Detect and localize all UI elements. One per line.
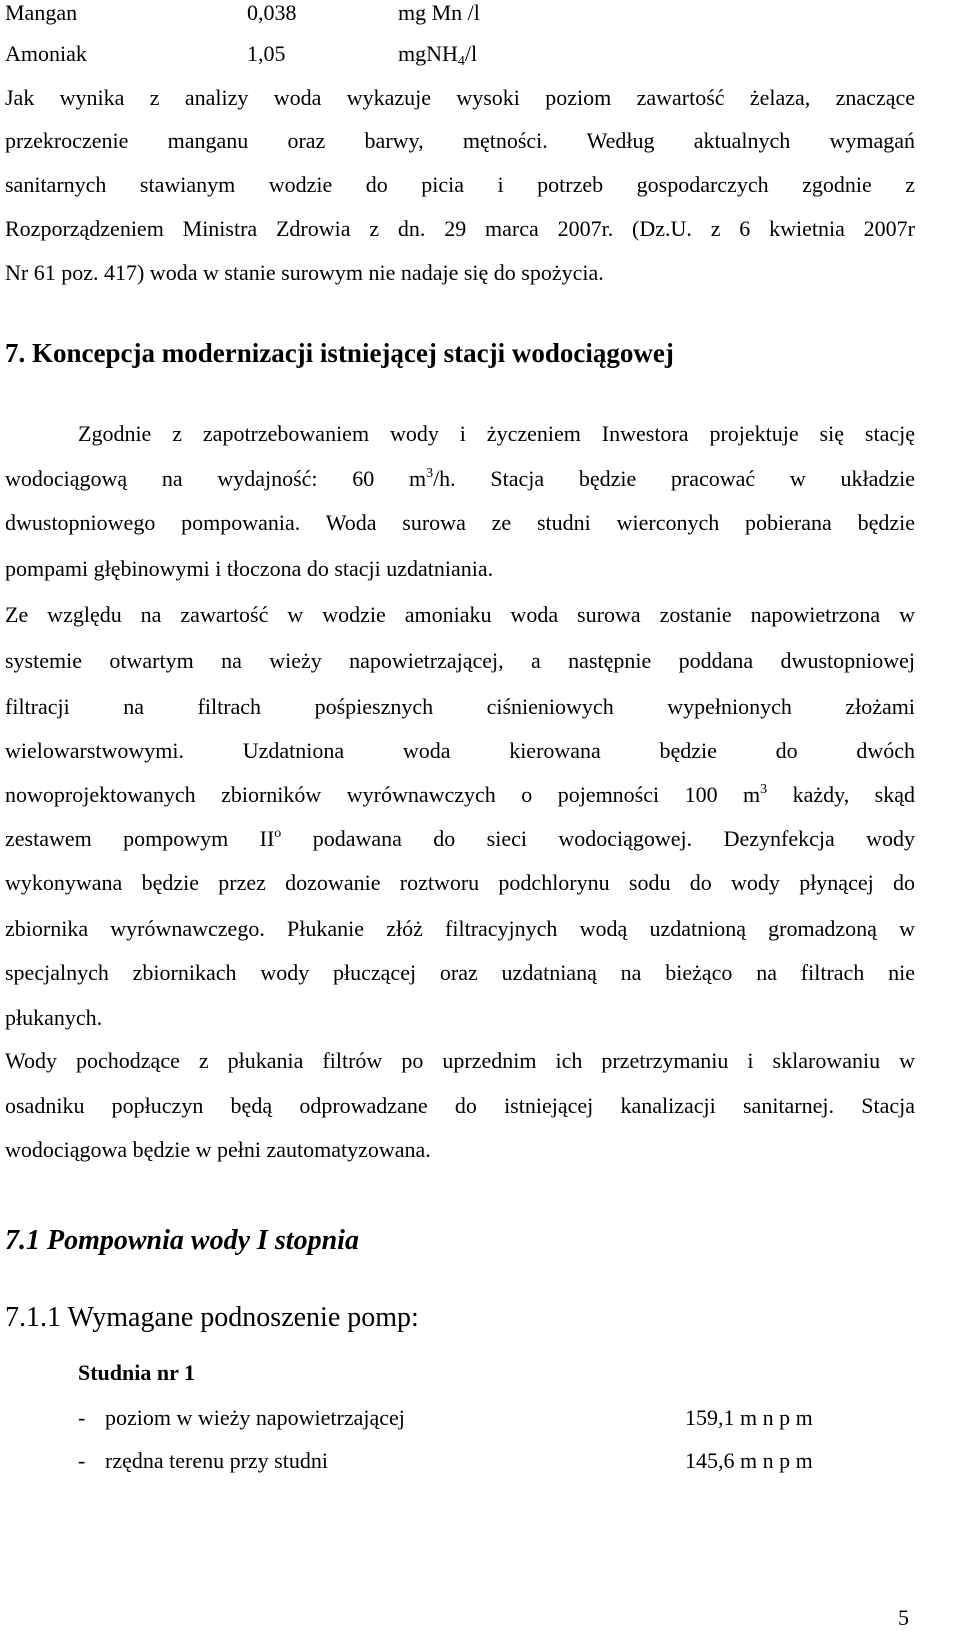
param-name: Mangan	[5, 0, 78, 25]
body-line: zestawem pompowym $II^o$ podawana do sieci wodociągowej. Dezynfekcja wody	[5, 826, 916, 851]
body-line: płukanych.	[5, 1005, 103, 1030]
analysis-line: sanitarnych stawianym wodzie do picia i potrzeb gospodarczych zgodnie z	[5, 172, 915, 197]
well-title: Studnia nr 1	[78, 1360, 195, 1385]
body-line: specjalnych zbiornikach wody płuczącej oraz uzdatnianą na bieżąco na filtrach nie	[5, 960, 915, 985]
body-line: zbiornika wyrównawczego. Płukanie złóż filtracyjnych wodą uzdatnioną gromadzoną w	[5, 916, 915, 941]
subsubsection-heading: 7.1.1 Wymagane podnoszenie pomp:	[5, 1302, 419, 1333]
param-unit: mgNH$_4$/l	[398, 41, 478, 69]
analysis-line: Nr 61 poz. 417) woda w stanie surowym nie nadaje się do spożycia.	[5, 260, 604, 285]
body-line: wykonywana będzie przez dozowanie roztworu podchlorynu sodu do wody płynącej do	[5, 870, 915, 895]
wash-line: osadniku popłuczyn będą odprowadzane do istniejącej kanalizacji sanitarnej. Stacja	[5, 1093, 915, 1118]
list-item-value: 159,1 m n p m	[685, 1405, 813, 1430]
list-item-label: poziom w wieży napowietrzającej	[105, 1405, 405, 1430]
analysis-line: przekroczenie manganu oraz barwy, mętności. Według aktualnych wymagań	[5, 128, 915, 153]
param-value: 0,038	[247, 0, 297, 25]
param-unit: mg Mn /l	[398, 0, 480, 25]
intro-line: dwustopniowego pompowania. Woda surowa ze studni wierconych pobierana będzie	[5, 510, 915, 535]
wash-line: wodociągowa będzie w pełni zautomatyzowana.	[5, 1137, 431, 1162]
param-value: 1,05	[247, 41, 286, 66]
list-dash: -	[78, 1448, 86, 1473]
list-item-value: 145,6 m n p m	[685, 1448, 813, 1473]
analysis-line: Jak wynika z analizy woda wykazuje wysoki poziom zawartość żelaza, znaczące	[5, 85, 915, 110]
body-line: Ze względu na zawartość w wodzie amoniaku woda surowa zostanie napowietrzona w	[5, 602, 915, 627]
body-line: nowoprojektowanych zbiorników wyrównawczych o pojemności 100 $m^3$ każdy, skąd	[5, 782, 915, 807]
analysis-line: Rozporządzeniem Ministra Zdrowia z dn. 29 marca 2007r. (Dz.U. z 6 kwietnia 2007r	[5, 216, 915, 241]
intro-line: wodociągową na wydajność: 60 $m^3/h$. Stacja będzie pracować w układzie	[5, 466, 916, 491]
intro-line: Zgodnie z zapotrzebowaniem wody i życzeniem Inwestora projektuje się stację	[78, 421, 915, 446]
section-heading: 7. Koncepcja modernizacji istniejącej stacji wodociągowej	[5, 338, 674, 368]
param-name: Amoniak	[5, 41, 87, 66]
body-line: filtracji na filtrach pośpiesznych ciśnieniowych wypełnionych złożami	[5, 694, 915, 719]
page-number: 5	[898, 1605, 909, 1630]
intro-line: pompami głębinowymi i tłoczona do stacji uzdatniania.	[5, 556, 494, 581]
subsection-heading: 7.1 Pompownia wody I stopnia	[5, 1225, 359, 1256]
list-dash: -	[78, 1405, 86, 1430]
list-item-label: rzędna terenu przy studni	[105, 1448, 328, 1473]
wash-line: Wody pochodzące z płukania filtrów po uprzednim ich przetrzymaniu i sklarowaniu w	[5, 1048, 915, 1073]
body-line: systemie otwartym na wieży napowietrzającej, a następnie poddana dwustopniowej	[5, 648, 915, 673]
body-line: wielowarstwowymi. Uzdatniona woda kierowana będzie do dwóch	[5, 738, 915, 763]
